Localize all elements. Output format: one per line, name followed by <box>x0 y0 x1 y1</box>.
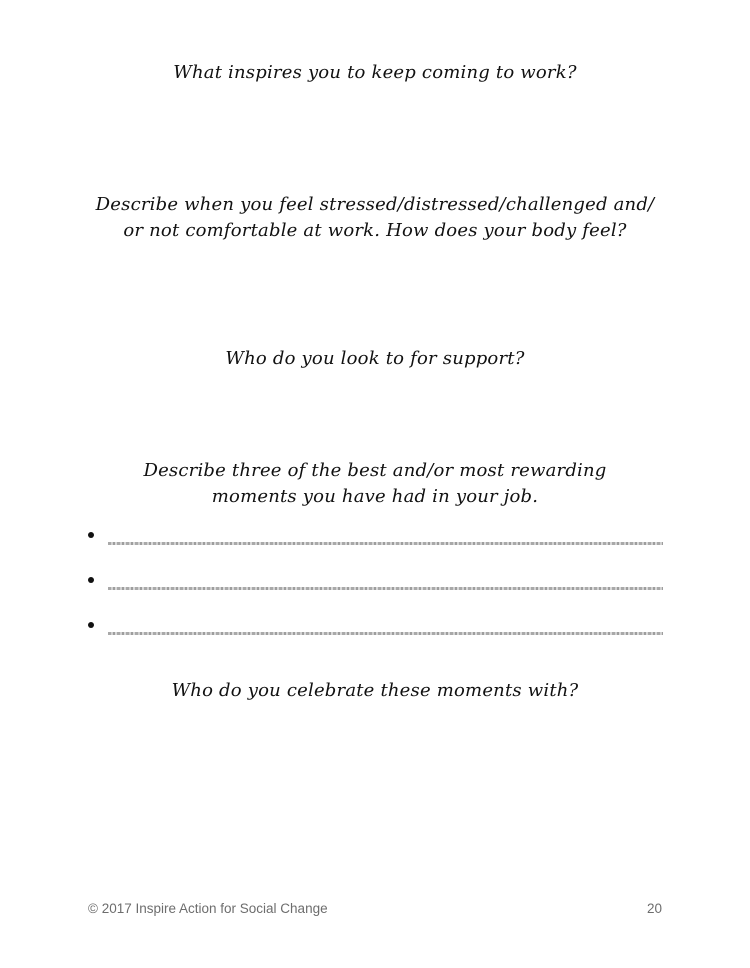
question-celebrate: Who do you celebrate these moments with? <box>171 680 579 701</box>
answer-line-2[interactable] <box>108 587 663 590</box>
answer-line-3[interactable] <box>108 632 663 635</box>
question-stress-line-2: or not comfortable at work. How does your body feel? <box>123 220 627 241</box>
question-rewarding-moments <box>0 458 750 510</box>
answer-item-2 <box>88 571 663 616</box>
answer-item-3 <box>88 616 663 661</box>
question-stress-line-1: Describe when you feel stressed/distressed/challenged and/ <box>95 194 655 215</box>
question-stress <box>0 192 750 244</box>
question-rewarding-moments-line-1: Describe three of the best and/or most rewarding <box>143 460 607 481</box>
page-number: 20 <box>646 901 662 916</box>
bullet-icon <box>88 577 94 583</box>
question-support: Who do you look to for support? <box>225 348 525 369</box>
answer-line-1[interactable] <box>108 542 663 545</box>
rewarding-moments-answer-list <box>88 526 663 661</box>
question-inspiration: What inspires you to keep coming to work? <box>173 62 577 83</box>
bullet-icon <box>88 532 94 538</box>
footer-copyright: © 2017 Inspire Action for Social Change <box>88 901 328 916</box>
bullet-icon <box>88 622 94 628</box>
answer-item-1 <box>88 526 663 571</box>
question-rewarding-moments-line-2: moments you have had in your job. <box>211 486 539 507</box>
